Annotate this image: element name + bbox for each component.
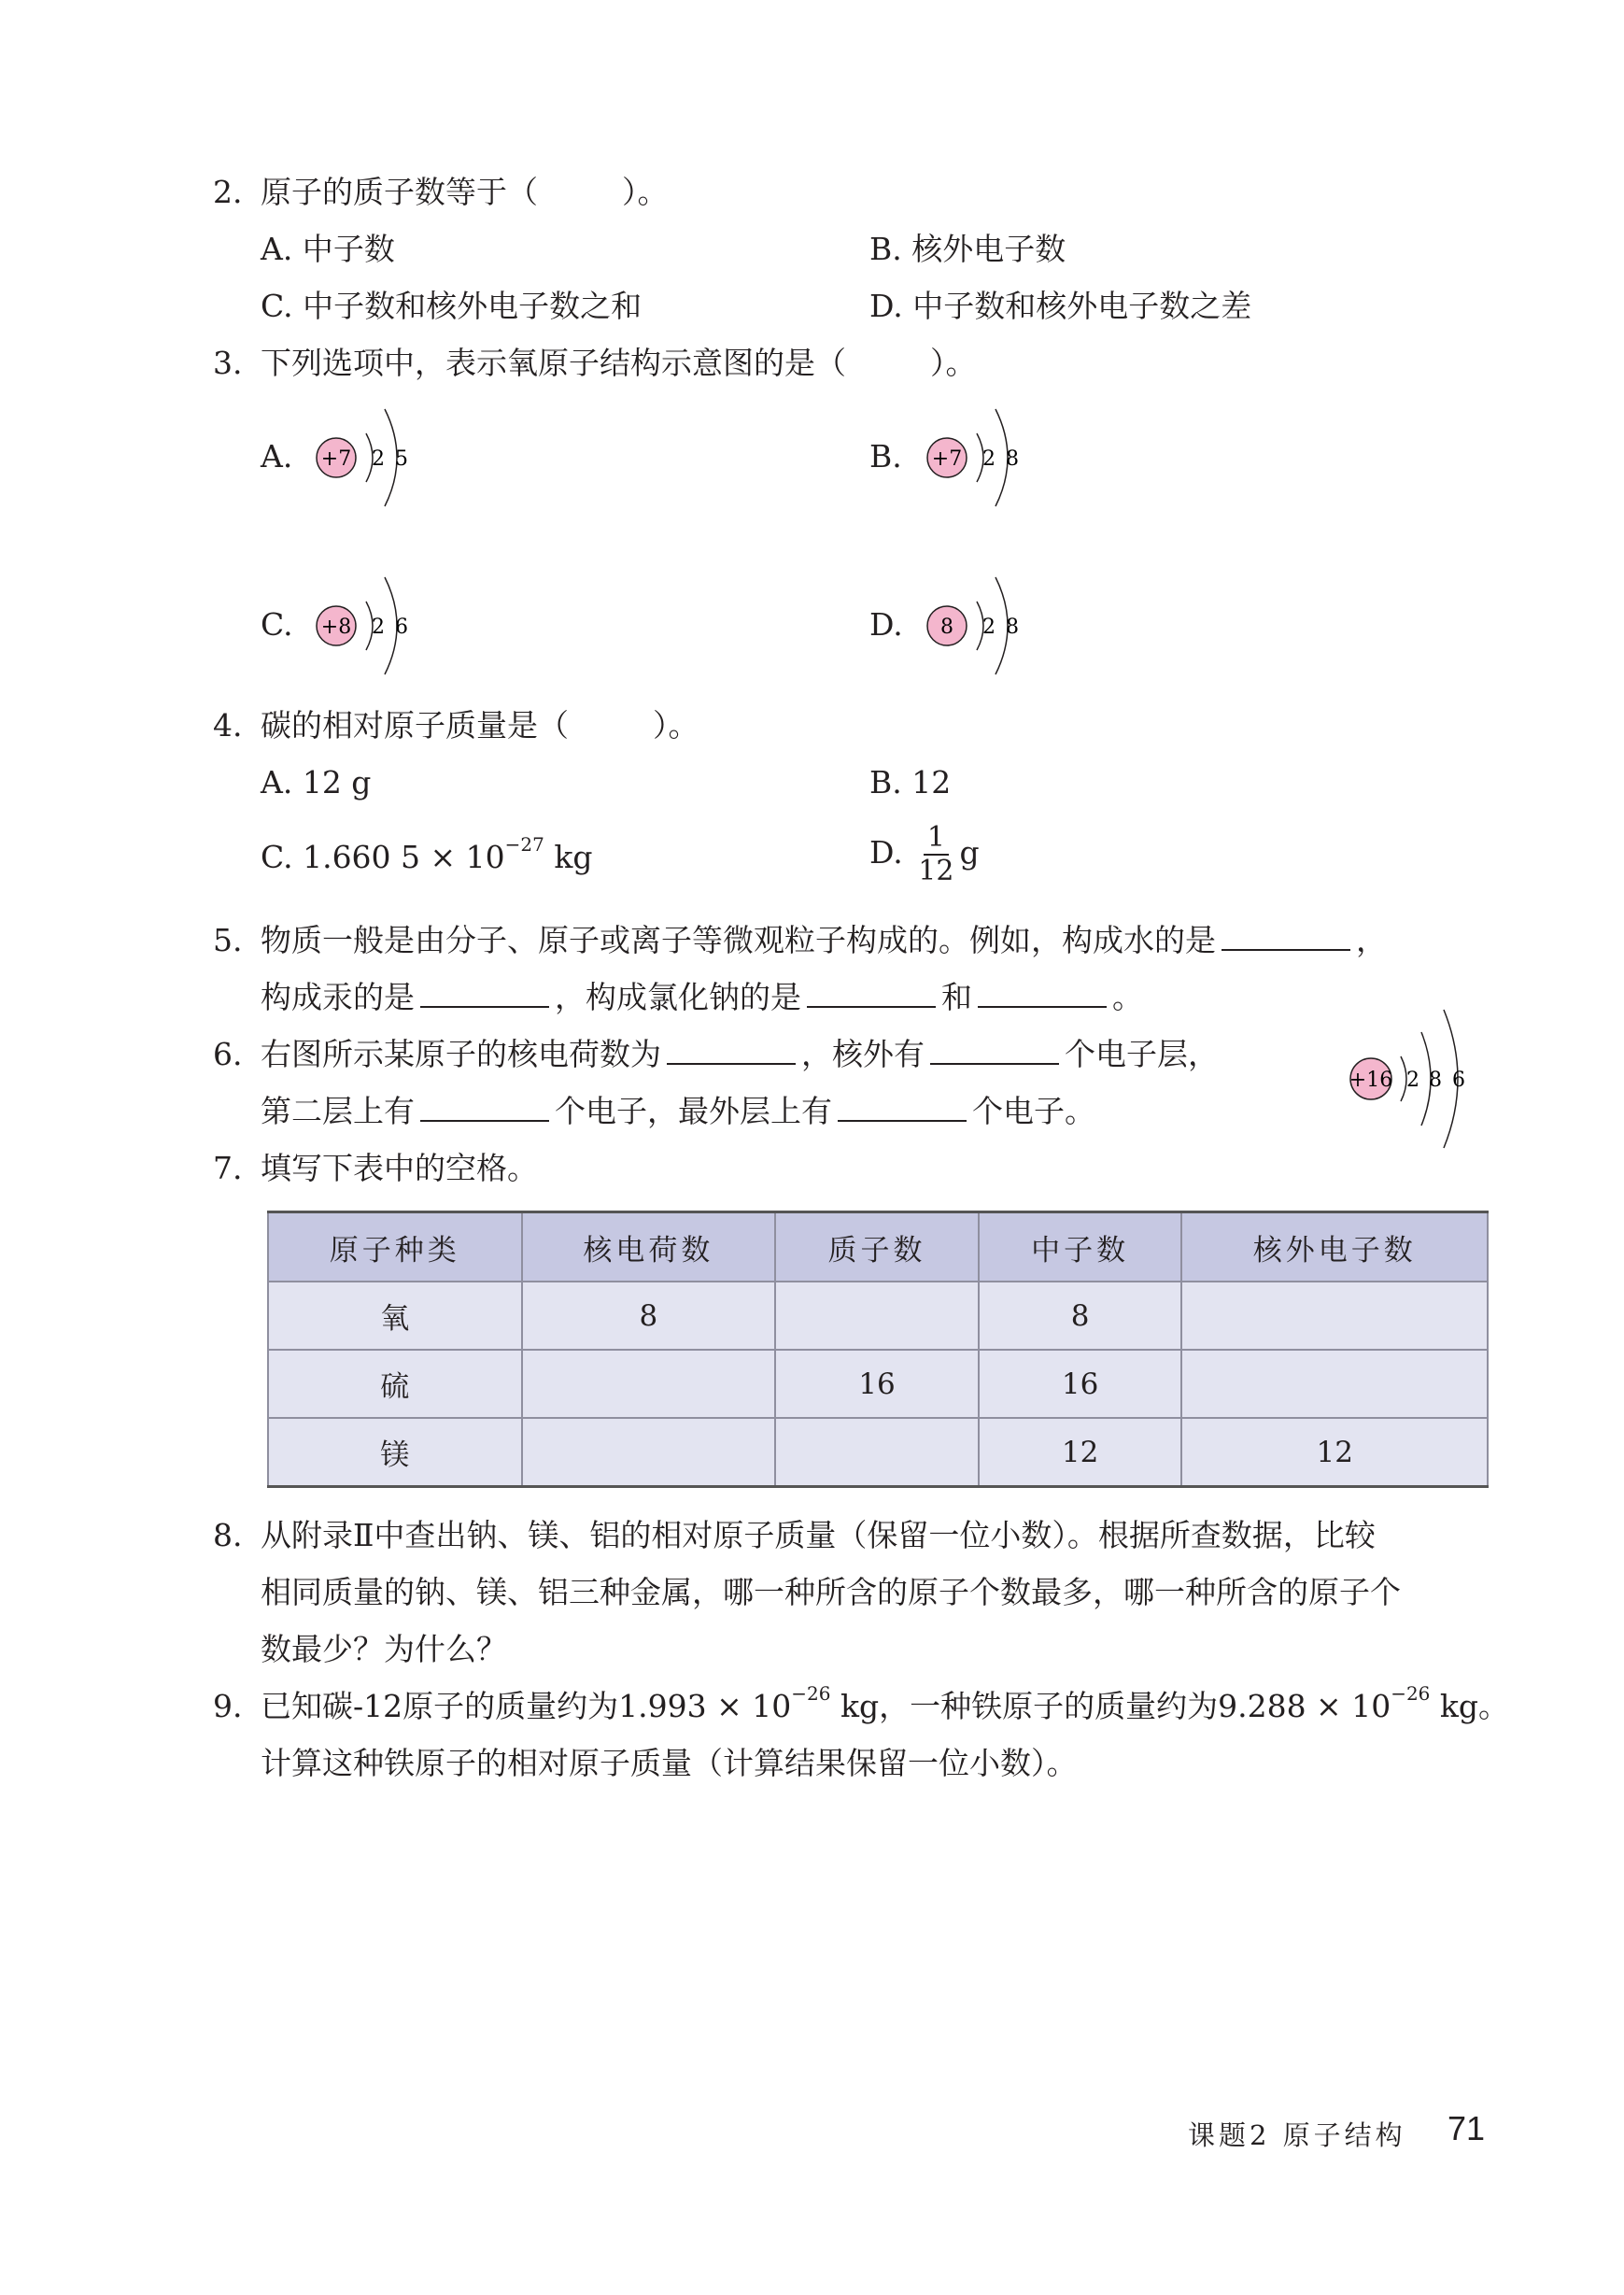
q6-line1: 右图所示某原子的核电荷数为 ，核外有 个电子层， xyxy=(261,1036,1219,1072)
shell-count: 6 xyxy=(1452,1069,1465,1092)
q3-option-c-letter: C. xyxy=(261,606,293,643)
q4-option-a: A. 12 g xyxy=(261,764,372,800)
q6-number: 6. xyxy=(213,1036,243,1072)
q2-option-c: C. 中子数和核外电子数之和 xyxy=(261,288,643,324)
q3-option-a-diagram xyxy=(308,402,430,514)
q9-number: 9. xyxy=(213,1688,243,1724)
q4-option-d: D. $\frac{1}{12}$ g xyxy=(869,821,980,887)
table-header: 中子数 xyxy=(979,1212,1182,1282)
q4-number: 4. xyxy=(213,707,243,744)
table-cell[interactable] xyxy=(775,1282,979,1350)
atom-table xyxy=(267,1211,1489,1488)
table-cell[interactable] xyxy=(522,1350,776,1418)
q6-sulfur-diagram xyxy=(1345,1004,1494,1154)
table-cell[interactable] xyxy=(1181,1282,1488,1350)
answer-blank[interactable] xyxy=(930,1037,1059,1065)
table-row xyxy=(268,1418,1488,1487)
answer-blank[interactable] xyxy=(838,1094,967,1122)
q2-option-a: A. 中子数 xyxy=(261,231,395,267)
q3-option-d-diagram xyxy=(917,570,1038,682)
page-number: 71 xyxy=(1447,2109,1486,2147)
shell-count: 5 xyxy=(395,447,408,471)
q9-line2: 计算这种铁原子的相对原子质量（计算结果保留一位小数）。 xyxy=(261,1745,1078,1781)
q3-number: 3. xyxy=(213,345,243,381)
nucleus-label: +7 xyxy=(931,447,963,471)
shell-count: 2 xyxy=(1406,1069,1419,1092)
shell-count: 2 xyxy=(982,616,996,639)
table-cell: 16 xyxy=(979,1350,1182,1418)
answer-blank[interactable] xyxy=(978,980,1107,1008)
fraction: $\frac{1}{12}$ xyxy=(918,821,954,887)
q3-option-c-diagram xyxy=(308,570,430,682)
answer-blank[interactable] xyxy=(1222,923,1350,951)
running-footer: 课题2 原子结构 xyxy=(1188,2119,1406,2151)
q2-stem: 原子的质子数等于（ ）。 xyxy=(261,174,669,210)
table-header: 原子种类 xyxy=(268,1212,522,1282)
answer-blank[interactable] xyxy=(667,1037,796,1065)
nucleus-label: 8 xyxy=(940,616,953,639)
q7-stem: 填写下表中的空格。 xyxy=(261,1150,538,1186)
q4-option-b: B. 12 xyxy=(869,764,952,800)
q5-line1: 物质一般是由分子、原子或离子等微观粒子构成的。例如，构成水的是 ， xyxy=(261,922,1387,958)
q8-line2: 相同质量的钠、镁、铝三种金属，哪一种所含的原子个数最多，哪一种所含的原子个 xyxy=(261,1574,1401,1610)
q3-option-d-letter: D. xyxy=(869,606,903,643)
shell-count: 6 xyxy=(395,616,408,639)
shell-count: 8 xyxy=(1006,447,1019,471)
table-cell: 镁 xyxy=(268,1418,522,1487)
q4-option-c: C. 1.660 $5 \times 10^{-27}$ kg xyxy=(261,833,593,875)
shell-count: 2 xyxy=(372,447,385,471)
table-header: 核电荷数 xyxy=(522,1212,776,1282)
table-header-row xyxy=(268,1212,1488,1282)
nucleus-label: +16 xyxy=(1349,1069,1393,1092)
q9-line1: 已知碳-12原子的质量约为$1.993 \times 10^{-26}$ kg，一种铁原子的质量约为$9.288 \times 10^{-26}$ kg。 xyxy=(261,1682,1510,1724)
table-cell: 16 xyxy=(775,1350,979,1418)
q2-option-d: D. 中子数和核外电子数之差 xyxy=(869,288,1252,324)
q8-line3: 数最少？为什么？ xyxy=(261,1631,507,1667)
q8-number: 8. xyxy=(213,1517,243,1553)
table-row xyxy=(268,1282,1488,1350)
shell-count: 2 xyxy=(982,447,996,471)
table-cell: 8 xyxy=(979,1282,1182,1350)
table-cell: 氧 xyxy=(268,1282,522,1350)
table-cell[interactable] xyxy=(522,1418,776,1487)
shell-count: 2 xyxy=(372,616,385,639)
q2-number: 2. xyxy=(213,174,243,210)
nucleus-label: +7 xyxy=(320,447,352,471)
q3-stem: 下列选项中，表示氧原子结构示意图的是（ ）。 xyxy=(261,345,977,381)
q5-number: 5. xyxy=(213,922,243,958)
shell-count: 8 xyxy=(1429,1069,1442,1092)
q4-stem: 碳的相对原子质量是（ ）。 xyxy=(261,707,699,744)
table-cell: 8 xyxy=(522,1282,776,1350)
q5-line2: 构成汞的是 ，构成氯化钠的是 和 。 xyxy=(261,979,1143,1015)
answer-blank[interactable] xyxy=(807,980,936,1008)
table-header: 质子数 xyxy=(775,1212,979,1282)
q3-option-b-letter: B. xyxy=(869,438,902,475)
table-cell[interactable] xyxy=(1181,1350,1488,1418)
nucleus-label: +8 xyxy=(320,616,352,639)
table-cell: 12 xyxy=(979,1418,1182,1487)
q3-option-a-letter: A. xyxy=(261,438,293,475)
table-row xyxy=(268,1350,1488,1418)
table-header: 核外电子数 xyxy=(1181,1212,1488,1282)
table-cell: 12 xyxy=(1181,1418,1488,1487)
q2-option-b: B. 核外电子数 xyxy=(869,231,1066,267)
q8-line1: 从附录Ⅱ中查出钠、镁、铝的相对原子质量（保留一位小数）。根据所查数据，比较 xyxy=(261,1517,1376,1553)
answer-blank[interactable] xyxy=(420,1094,549,1122)
table-cell[interactable] xyxy=(775,1418,979,1487)
q3-option-b-diagram xyxy=(917,402,1038,514)
answer-blank[interactable] xyxy=(420,980,549,1008)
q7-number: 7. xyxy=(213,1150,243,1186)
shell-count: 8 xyxy=(1006,616,1019,639)
table-cell: 硫 xyxy=(268,1350,522,1418)
q6-line2: 第二层上有 个电子，最外层上有 个电子。 xyxy=(261,1093,1095,1129)
